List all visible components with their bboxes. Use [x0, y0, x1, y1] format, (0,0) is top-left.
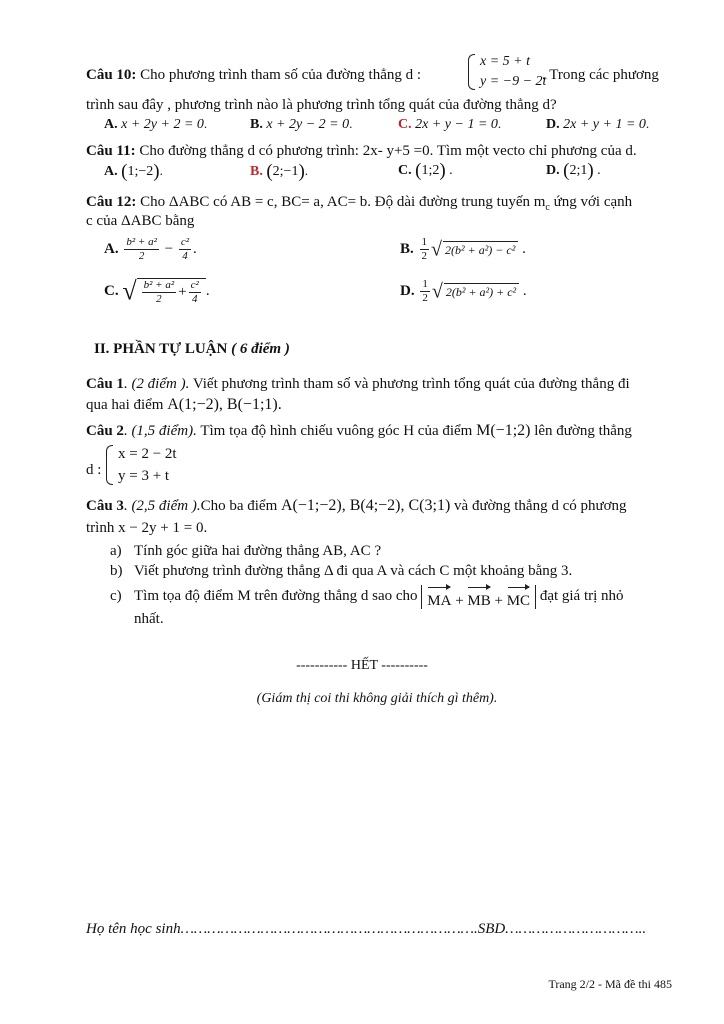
e2-points: . (1,5 điểm). — [123, 423, 197, 439]
q10-sys-line1: x = 5 + t — [480, 54, 530, 69]
q10-system-brace — [468, 52, 476, 92]
e2-sys-line2: y = 3 + t — [118, 468, 170, 484]
q10-sys-line2: y = −9 − 2t — [480, 74, 547, 89]
q12-text-b: ứng với cạnh — [549, 194, 633, 210]
q12-c-frac2: $\frac{\text{c²}}{4}$ — [190, 278, 199, 305]
e2-d-label: d : — [86, 462, 102, 478]
q12-a-frac2: $\frac{\text{c²}}{4}$ — [180, 236, 190, 263]
q10-system — [468, 52, 546, 92]
e3-text-a: Cho ba điểm — [200, 498, 281, 514]
e3-points-expr: A(−1;−2), B(4;−2), C(3;1) — [281, 497, 451, 514]
e1-line2 — [86, 396, 282, 414]
e1-text-b: qua hai điểm — [86, 397, 168, 413]
q11-label: Câu 11: — [86, 143, 136, 159]
q12-option-c: C. √ $\frac{\text{b² + a²}}{2}$ + $\frac{\text{c²}}{4}$ . — [104, 276, 210, 306]
e2-label: Câu 2 — [86, 423, 124, 439]
e2-system-brace — [106, 443, 114, 487]
q12-label: Câu 12: — [86, 194, 137, 210]
vector-sum-magnitude: MA + MB + MC — [421, 585, 536, 609]
e1-text-a: Viết phương trình tham số và phương trình tổng quát của đường thẳng đi — [189, 376, 630, 392]
e1-line1 — [86, 375, 630, 393]
part2-heading — [94, 340, 290, 358]
e2-point: M(−1;2) — [476, 422, 531, 439]
q10-option-c: C. 2x + y − 1 = 0. — [398, 116, 502, 132]
q12-text-a: Cho ΔABC có AB = c, BC= a, AC= b. Độ dài đường trung tuyến m — [140, 194, 546, 210]
part2-title: II. PHẦN TỰ LUẬN — [94, 341, 228, 357]
e3-line1 — [86, 497, 627, 515]
q12-a-frac1: $\frac{\text{b² + a²}}{2}$ — [126, 236, 157, 263]
q12-option-b: B. $\frac{1}{2}$ √ 2(b² + a²) − c² . — [400, 236, 526, 263]
q11-option-c: C. (1;2) . — [398, 160, 453, 181]
part2-points: ( 6 điểm ) — [231, 341, 290, 357]
e3-eq: x − 2y + 1 = 0 — [118, 520, 204, 536]
e2-line1 — [86, 422, 632, 440]
q10-line1 — [86, 66, 421, 84]
q11-option-b: B. (2;−1). — [250, 160, 309, 182]
e1-points: . (2 điểm ). — [123, 376, 190, 392]
q12-b-sqrt: 2(b² + a²) − c² — [443, 241, 518, 258]
proctor-note: (Giám thị coi thi không giải thích gì thêm). — [256, 691, 498, 706]
q12-d-frac: $\frac{1}{2}$ — [422, 278, 428, 305]
q11-line1 — [86, 142, 637, 160]
e3-line2 — [86, 519, 207, 537]
e3-item-b: b) Viết phương trình đường thẳng Δ đi qua A và cách C một khoảng bằng 3. — [110, 563, 573, 579]
e2-text-a: Tìm tọa độ hình chiếu vuông góc H của điểm — [196, 423, 477, 439]
q10-label: Câu 10: — [86, 67, 137, 83]
e3-item-c-cont: nhất. — [134, 611, 164, 627]
e1-points-expr: A(1;−2), B(−1;1). — [167, 396, 282, 413]
q11-option-a: A. (1;−2). — [104, 160, 163, 182]
q10-text-c: trình sau đây , phương trình nào là phương trình tổng quát của đường thẳng d? — [86, 97, 557, 113]
q12-c-frac1: $\frac{\text{b² + a²}}{2}$ — [143, 278, 175, 305]
q12-d-sqrt: 2(b² + a²) + c² — [444, 283, 519, 300]
e2-text-b: lên đường thẳng — [530, 423, 632, 439]
e3-item-c: c) Tìm tọa độ điểm M trên đường thẳng d sao cho MA + MB + MC đạt giá trị nhỏ — [110, 583, 624, 609]
e3-points: . (2,5 điểm ). — [123, 498, 201, 514]
e3-text-b: và đường thẳng d có phương — [450, 498, 627, 514]
q10-option-b: B. x + 2y − 2 = 0. — [250, 116, 353, 132]
end-mark: ----------- HẾT ---------- — [296, 658, 428, 673]
q12-option-d: D. $\frac{1}{2}$ √ 2(b² + a²) + c² . — [400, 278, 527, 305]
q11-option-d: D. (2;1) . — [546, 160, 601, 181]
e2-sys-line1: x = 2 − 2t — [118, 446, 177, 462]
q12-b-frac: $\frac{1}{2}$ — [421, 236, 428, 263]
e3-label: Câu 3 — [86, 498, 124, 514]
q12-option-a: A. $\frac{\text{b² + a²}}{2}$ − $\frac{\text{c²}}{4}$ . — [104, 236, 197, 263]
e3-text-d: . — [203, 520, 208, 536]
q10-text-a: Cho phương trình tham số của đường thẳng d : — [140, 67, 422, 83]
q10-text-b: . Trong các phương — [542, 67, 659, 83]
q10-option-a: A. x + 2y + 2 = 0. — [104, 116, 208, 132]
e2-system — [106, 443, 177, 487]
q10-option-d: D. 2x + y + 1 = 0. — [546, 116, 650, 132]
student-info-line: Họ tên học sinh………………………………………………………….SBD………………………….. — [86, 921, 647, 937]
page-footer: Trang 2/2 - Mã đề thi 485 — [548, 977, 672, 991]
e3-item-a: a) Tính góc giữa hai đường thẳng AB, AC ? — [110, 543, 382, 559]
e3-text-c: trình — [86, 520, 119, 536]
q11-text: Cho đường thẳng d có phương trình: 2x- y+5 =0. Tìm một vecto chỉ phương của d. — [139, 143, 637, 159]
e1-label: Câu 1 — [86, 376, 124, 392]
q12-text-c: c của ΔABC bằng — [86, 213, 195, 229]
q12-text-sub: c — [545, 202, 550, 213]
